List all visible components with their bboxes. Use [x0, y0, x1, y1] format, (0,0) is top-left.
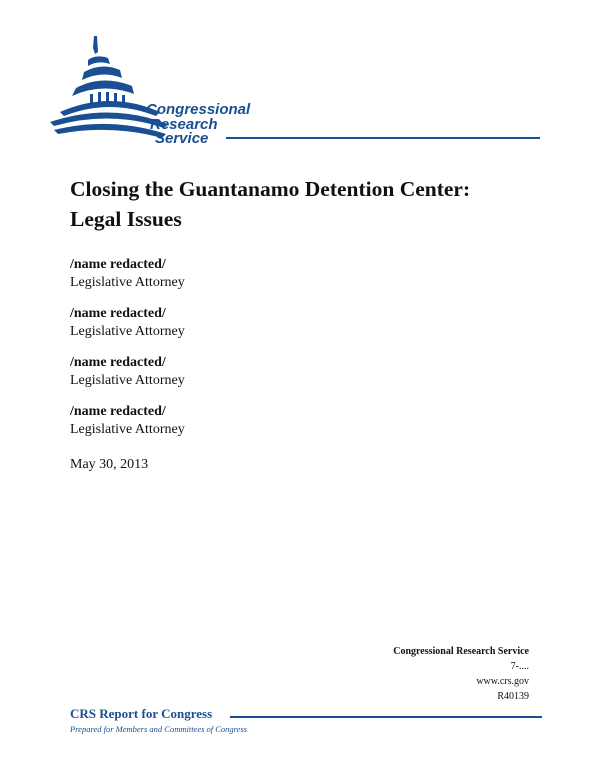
org-name: Congressional Research Service [393, 646, 529, 657]
crs-logo [50, 30, 550, 150]
author-3 [70, 354, 185, 390]
report-number: R40139 [497, 691, 529, 702]
capitol-dome-icon [50, 30, 550, 150]
logo-text-line1: Congressional [146, 101, 251, 118]
title-line-1: Closing the Guantanamo Detention Center: [70, 177, 471, 201]
author-4 [70, 403, 185, 439]
website-link[interactable]: www.crs.gov [476, 676, 529, 687]
author-name: /name redacted/ [70, 257, 166, 272]
author-1 [70, 256, 185, 292]
author-role: Legislative Attorney [70, 275, 185, 290]
report-title [70, 174, 550, 234]
author-role: Legislative Attorney [70, 422, 185, 437]
footer-divider [230, 716, 542, 718]
author-name: /name redacted/ [70, 306, 166, 321]
logo-text-line2: Research [150, 116, 218, 133]
logo-text-line3: Service [155, 130, 209, 147]
author-role: Legislative Attorney [70, 324, 185, 339]
report-code: 7-.... [510, 661, 529, 672]
report-date: May 30, 2013 [70, 457, 149, 472]
author-name: /name redacted/ [70, 355, 166, 370]
author-2 [70, 305, 185, 341]
footer-title: CRS Report for Congress [70, 706, 213, 721]
author-name: /name redacted/ [70, 404, 166, 419]
footer-subtitle: Prepared for Members and Committees of Congress [70, 724, 248, 734]
title-line-2: Legal Issues [70, 207, 182, 231]
author-role: Legislative Attorney [70, 373, 185, 388]
report-info [393, 644, 529, 704]
